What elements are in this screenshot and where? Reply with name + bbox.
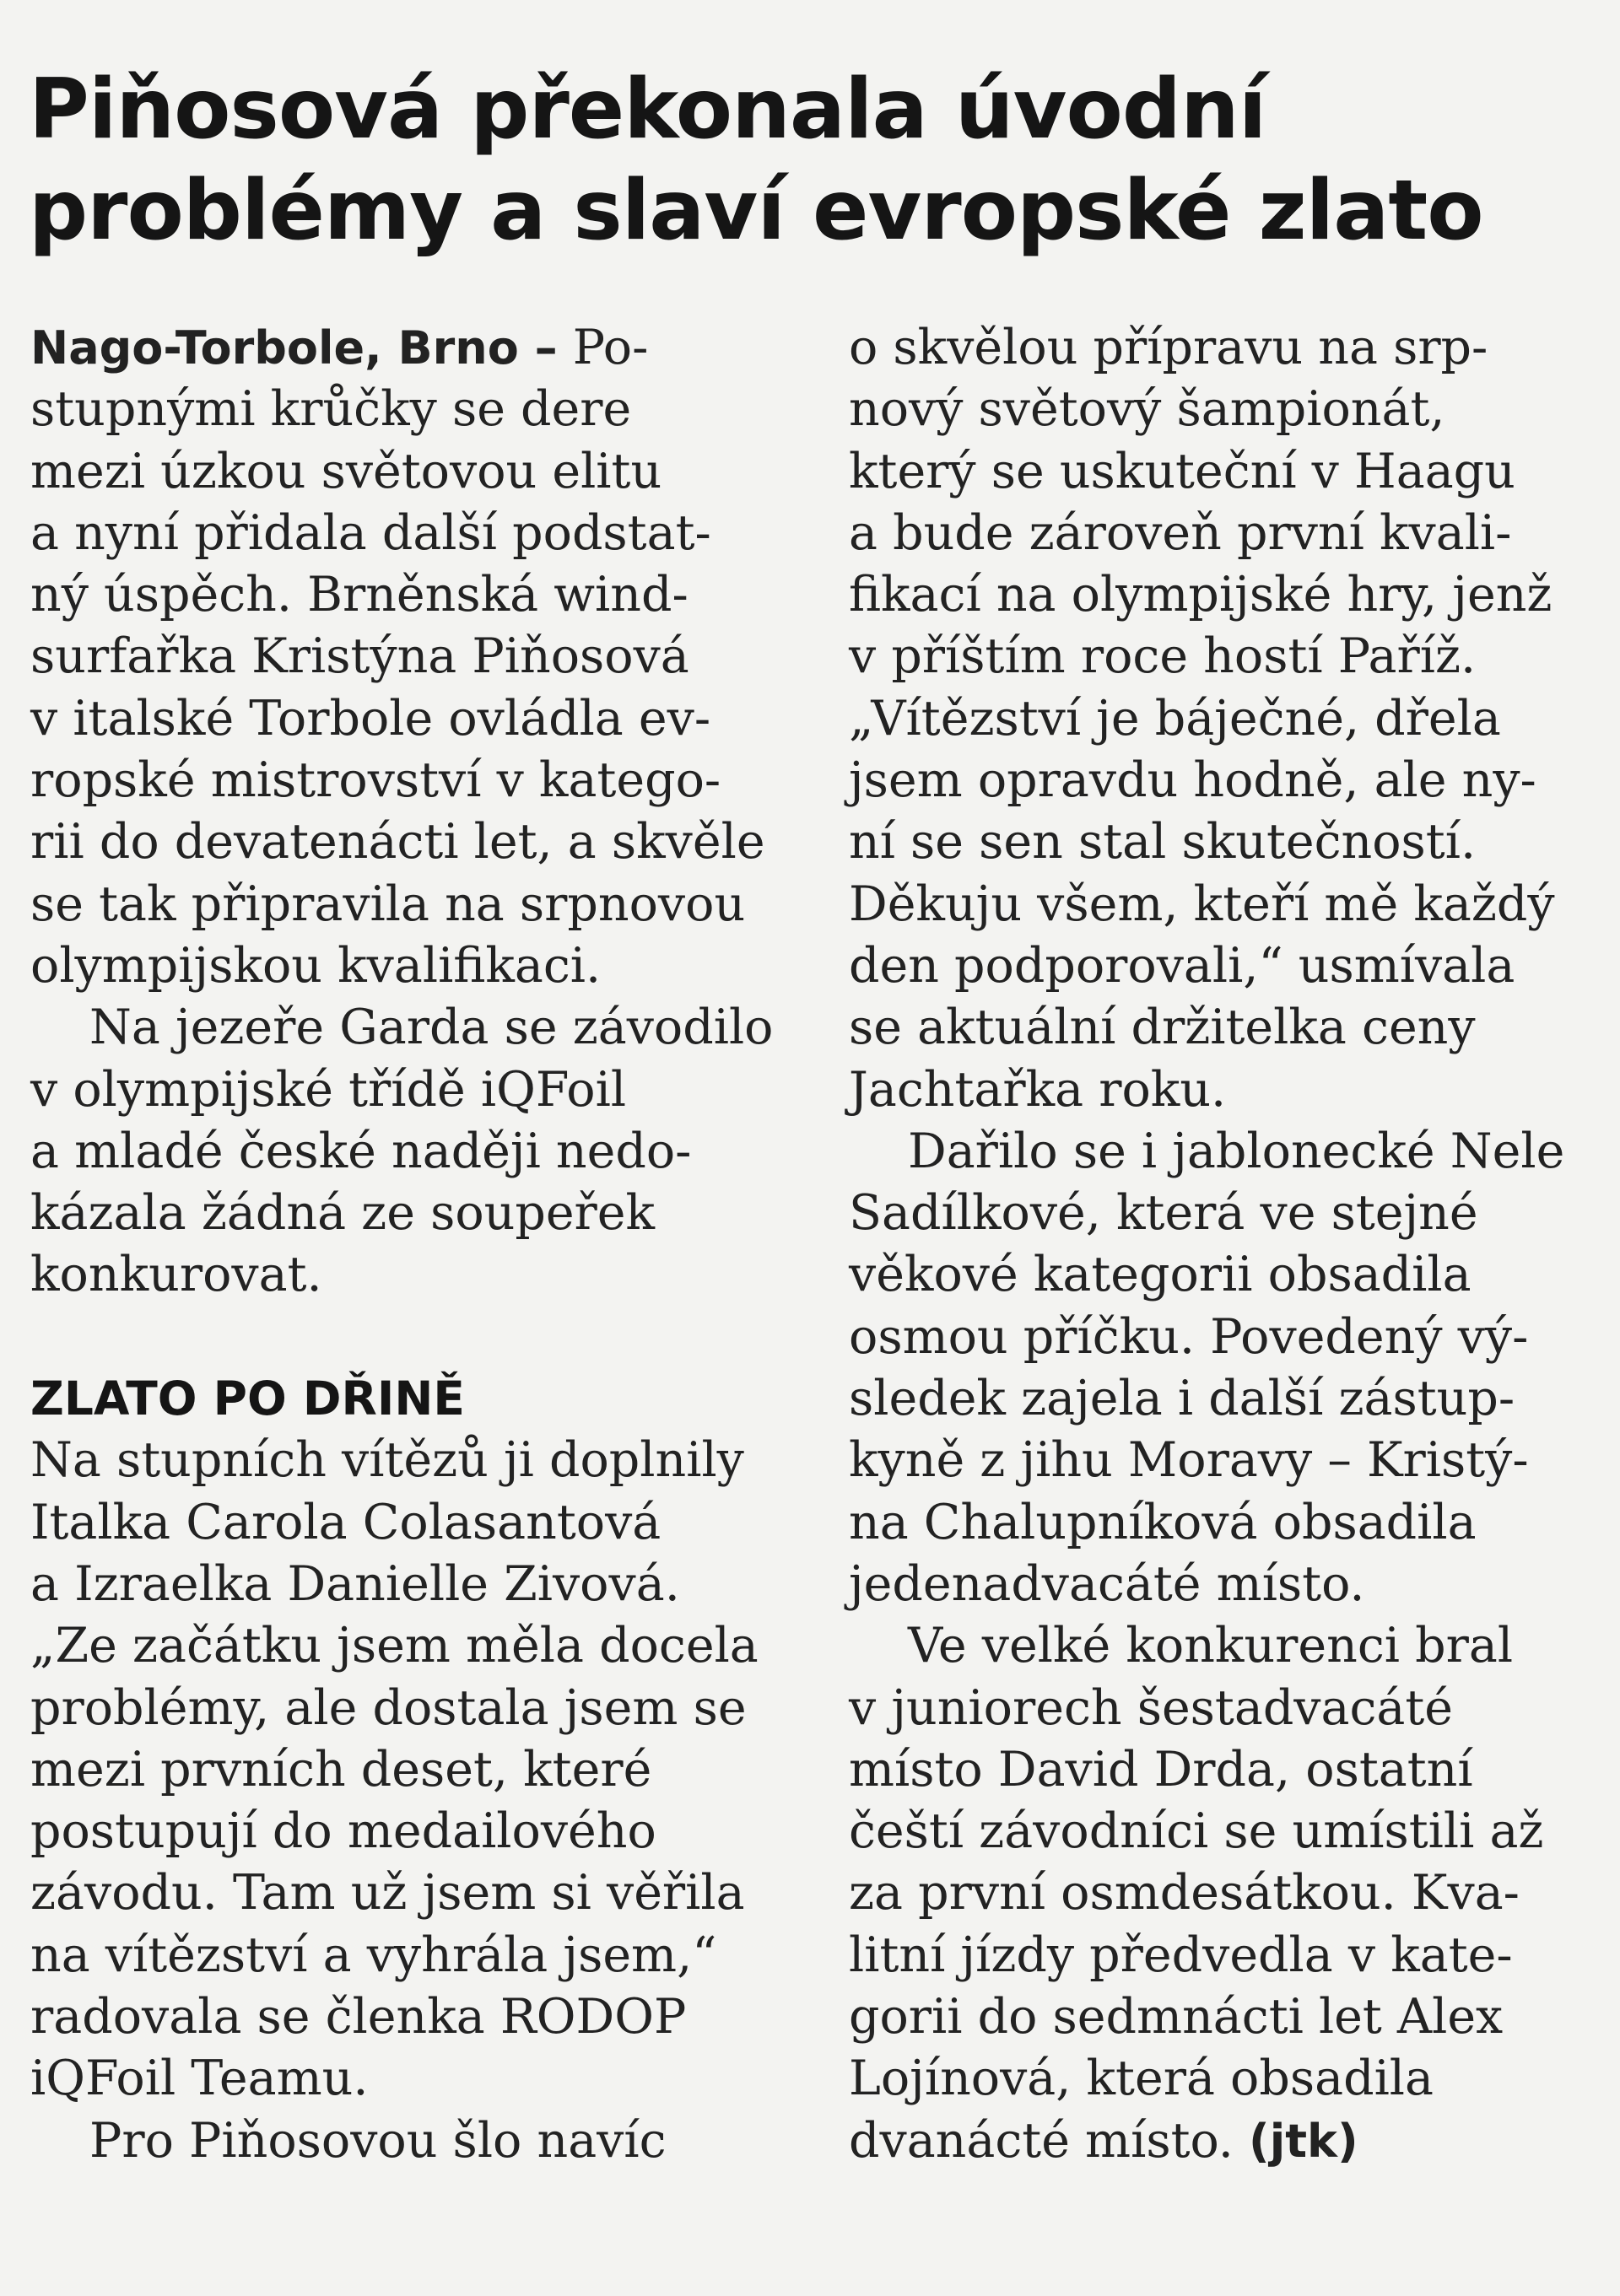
body-line: osmou příčku. Povedený vý- — [849, 1308, 1529, 1365]
body-line: Lojínová, která obsadila — [849, 2051, 1434, 2107]
body-line: mezi úzkou světovou elitu — [30, 443, 662, 499]
body-line: Sadílkové, která ve stejné — [849, 1185, 1478, 1242]
body-line: mezi prvních deset, které — [30, 1741, 652, 1797]
body-line: Italka Carola Colasantová — [30, 1494, 662, 1550]
body-line: „Vítězství je báječné, dřela — [849, 690, 1501, 746]
body-line: v olympijské třídě iQFoil — [30, 1061, 627, 1118]
right-column — [849, 317, 1608, 2172]
body-line: litní jízdy předvedla v kate- — [849, 1927, 1513, 1983]
body-line: radovala se členka RODOP — [30, 1989, 687, 2045]
body-line: Děkuju všem, kteří mě každý — [849, 876, 1555, 932]
body-line: kyně z jihu Moravy – Kristý- — [849, 1432, 1529, 1489]
body-line: problémy, ale dostala jsem se — [30, 1679, 747, 1736]
body-line: v juniorech šestadvacáté — [849, 1679, 1454, 1736]
body-line: Pro Piňosovou šlo navíc — [89, 2112, 667, 2169]
body-line — [849, 2110, 1608, 2172]
body-line: závodu. Tam už jsem si věřila — [30, 1865, 745, 1921]
body-line: v italské Torbole ovládla ev- — [30, 690, 711, 746]
body-line: Dařilo se i jablonecké Nele — [908, 1123, 1565, 1179]
body-line: olympijskou kvalifikaci. — [30, 937, 602, 994]
paragraph-gap — [30, 1307, 790, 1368]
dateline: Nago-Torbole, Brno – — [30, 321, 558, 375]
body-line: jedenadvacáté místo. — [849, 1555, 1365, 1612]
body-line: Na jezeře Garda se závodilo — [89, 1000, 774, 1056]
body-line: Jachtařka roku. — [849, 1061, 1227, 1118]
body-line: jsem opravdu hodně, ale ny- — [849, 752, 1536, 809]
body-line: iQFoil Teamu. — [30, 2051, 369, 2107]
left-column — [30, 317, 790, 2172]
body-line: čeští závodníci se umístili až — [849, 1803, 1544, 1860]
body-line: rii do devatenácti let, a skvěle — [30, 814, 765, 870]
body-line: kázala žádná ze soupeřek — [30, 1185, 656, 1242]
body-line: Ve velké konkurenci bral — [908, 1618, 1514, 1674]
body-line: sledek zajela i další zástup- — [849, 1371, 1515, 1427]
body-line: nový světový šampionát, — [849, 381, 1445, 438]
body-line: gorii do sedmnácti let Alex — [849, 1989, 1504, 2045]
body-line: a Izraelka Danielle Zivová. — [30, 1555, 680, 1612]
headline-line-2: problémy a slaví evropské zlato — [29, 163, 1483, 259]
body-line: ný úspěch. Brněnská wind- — [30, 567, 688, 623]
body-line: ní se sen stal skutečností. — [849, 814, 1477, 870]
article-headline — [29, 59, 1598, 261]
body-line: postupují do medailového — [30, 1803, 656, 1860]
body-line: se aktuální držitelka ceny — [849, 1000, 1476, 1056]
body-line: místo David Drda, ostatní — [849, 1741, 1473, 1797]
body-line: v příštím roce hostí Paříž. — [849, 628, 1477, 685]
body-line: a mladé české naději nedo- — [30, 1123, 692, 1179]
body-text: dvanácté místo. — [849, 2112, 1234, 2169]
body-line: na Chalupníková obsadila — [849, 1494, 1477, 1550]
body-line: za první osmdesátkou. Kva- — [849, 1865, 1520, 1921]
body-line: konkurovat. — [30, 1247, 322, 1303]
body-line: surfařka Kristýna Piňosová — [30, 628, 689, 685]
subheading: ZLATO PO DŘINĚ — [30, 1372, 465, 1426]
body-line: den podporovali,“ usmívala — [849, 937, 1515, 994]
body-line: ropské mistrovství v katego- — [30, 752, 721, 809]
body-line: na vítězství a vyhrála jsem,“ — [30, 1927, 717, 1983]
headline-line-1: Piňosová překonala úvodní — [29, 62, 1266, 158]
body-text: Po- — [572, 320, 649, 375]
body-line: věkové kategorii obsadila — [849, 1247, 1472, 1303]
body-line — [30, 317, 790, 379]
body-line: se tak připravila na srpnovou — [30, 876, 746, 932]
body-line: fikací na olympijské hry, jenž — [849, 567, 1552, 623]
body-line: který se uskuteční v Haagu — [849, 443, 1515, 499]
body-line: a bude zároveň první kvali- — [849, 504, 1512, 561]
body-line: a nyní přidala další podstat- — [30, 504, 711, 561]
body-line: stupnými krůčky se dere — [30, 381, 632, 438]
body-line: o skvělou přípravu na srp- — [849, 320, 1488, 375]
author-signature: (jtk) — [1249, 2114, 1358, 2168]
body-line: Na stupních vítězů ji doplnily — [30, 1432, 744, 1489]
body-line: „Ze začátku jsem měla docela — [30, 1618, 759, 1674]
